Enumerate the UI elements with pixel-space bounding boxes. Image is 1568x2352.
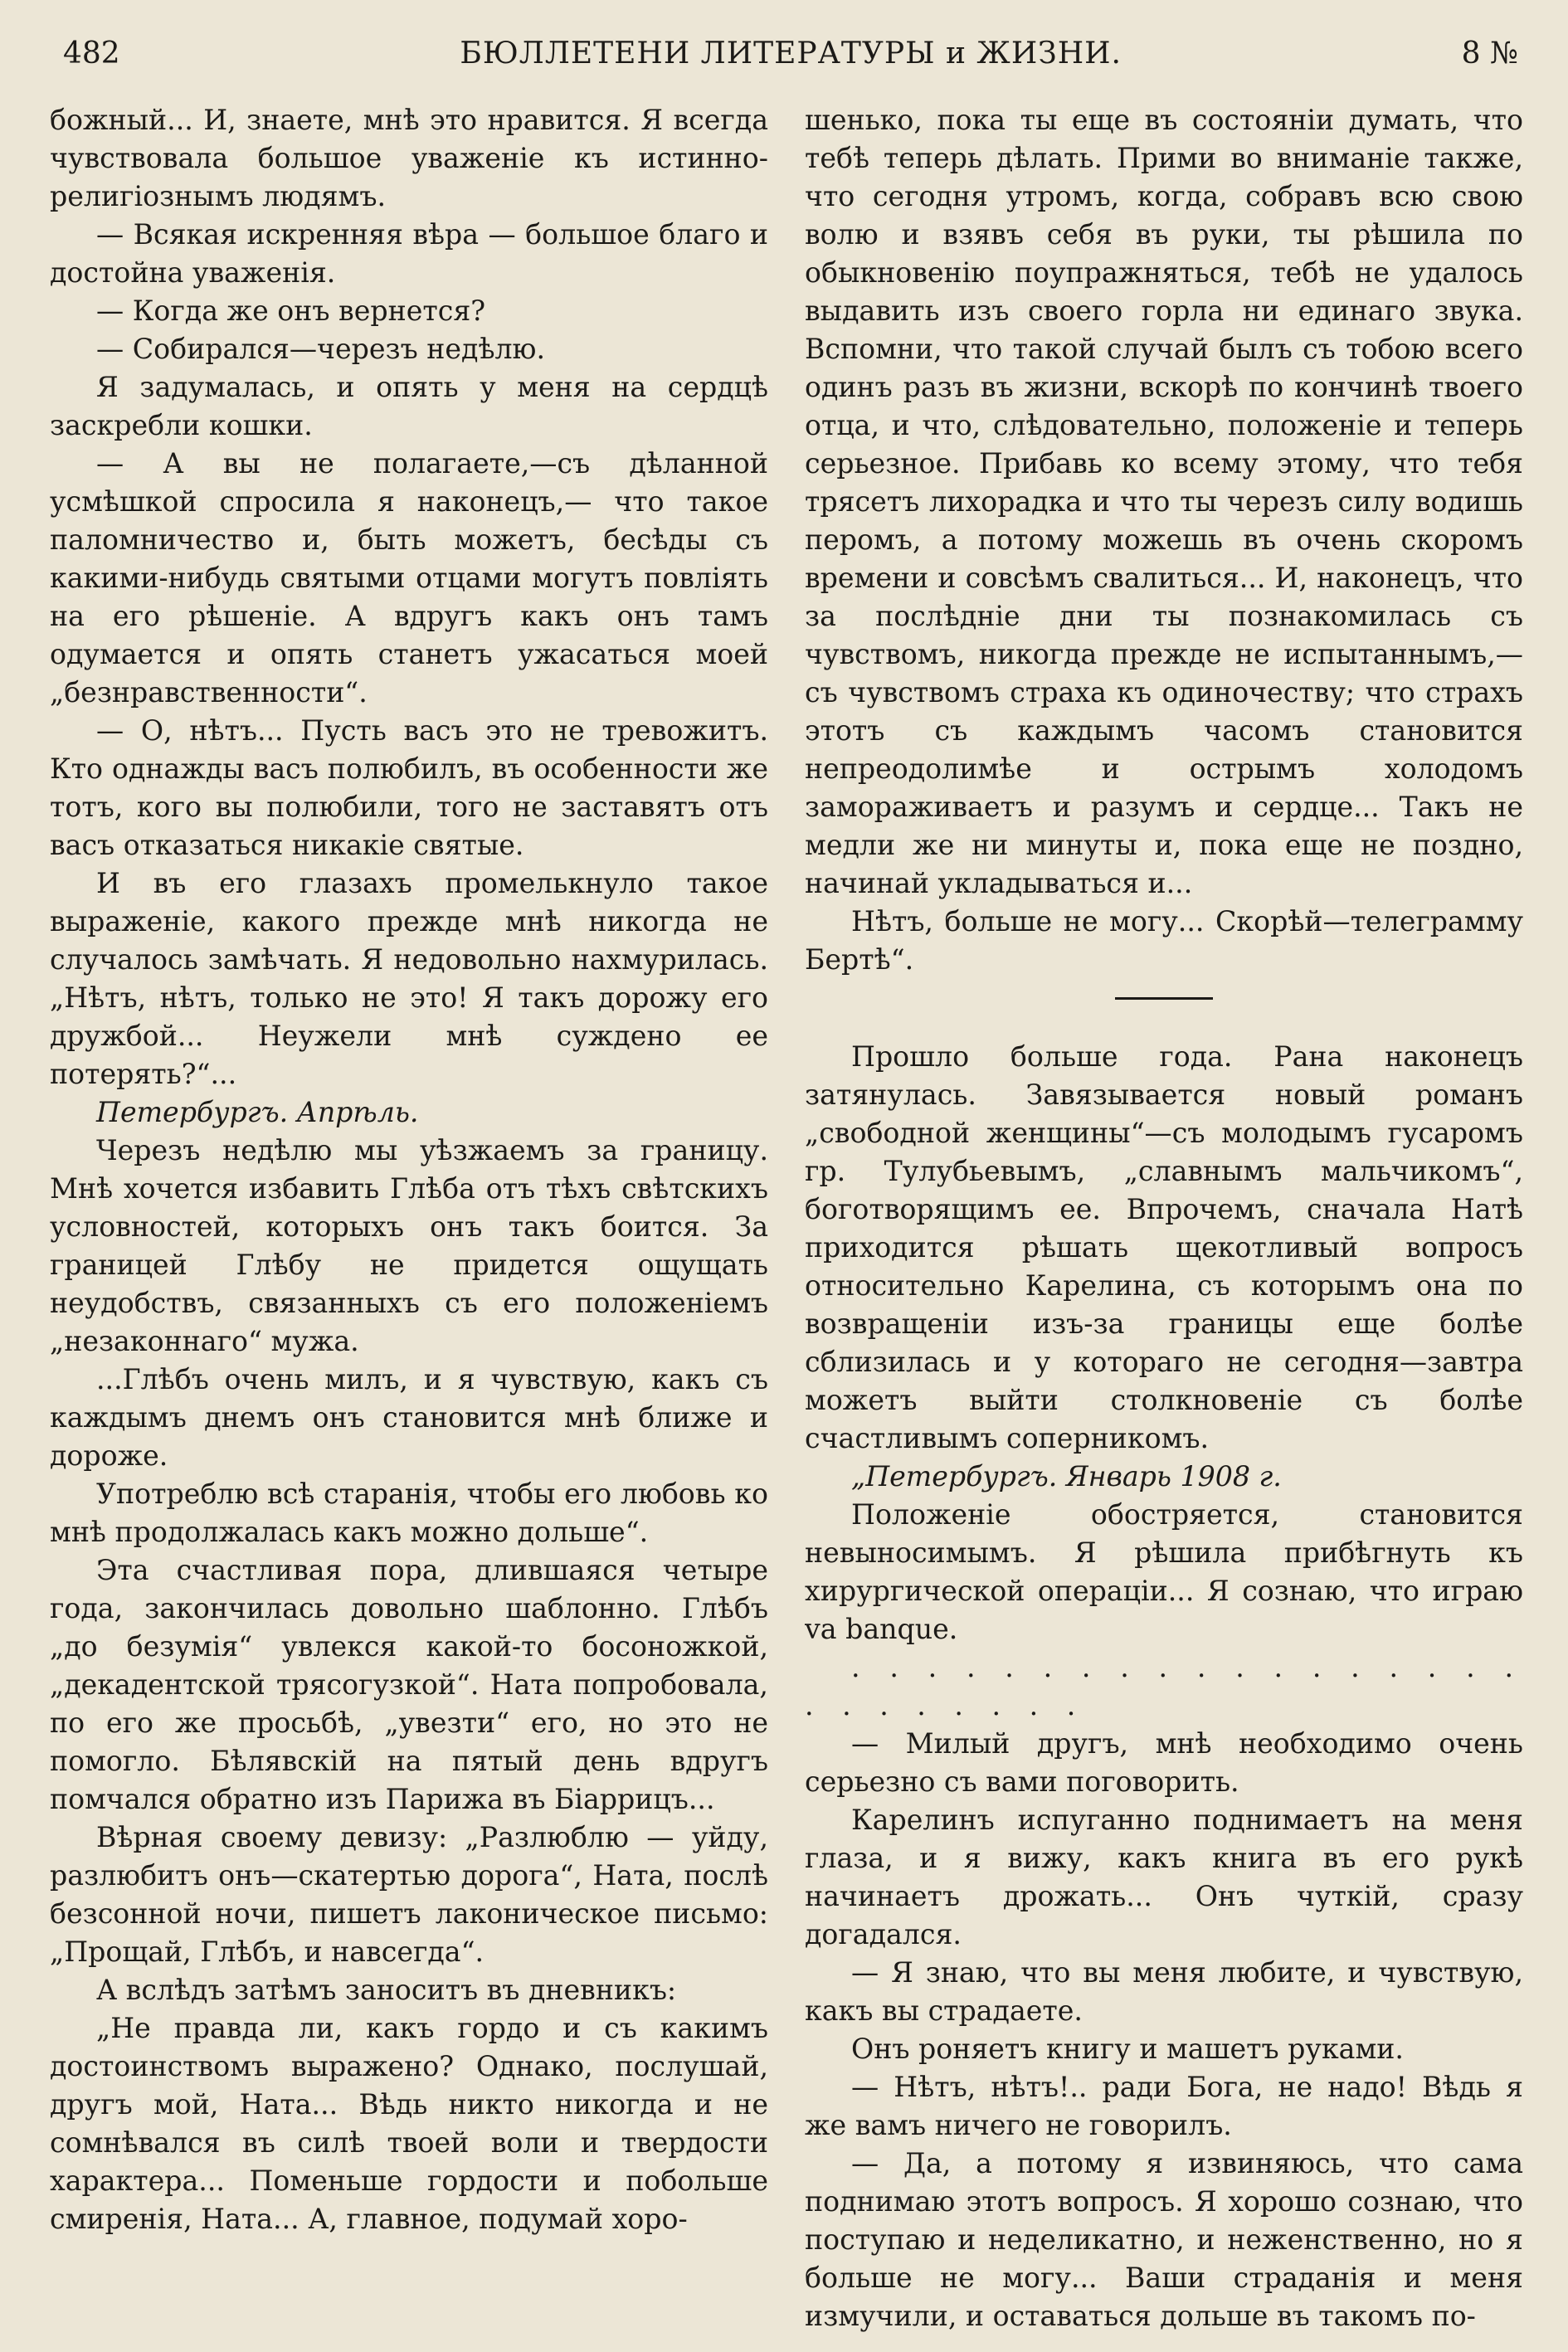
issue-number: 8 № <box>1461 36 1518 71</box>
paragraph: — Когда же онъ вернется? <box>96 295 486 327</box>
paragraph: Прошло больше года. Рана наконецъ затянулась. Завязывается новый романъ „свободной женщины“—съ молодымъ гусаромъ гр. Тулубьевымъ, „славнымъ мальчикомъ“, боготворящимъ ее. Впрочемъ, сначала Натѣ приходится рѣшать щекотливый вопросъ относительно Карелина, съ которымъ она по возвращеніи изъ-за границы еще болѣе сблизилась и у котораго не сегодня—завтра можетъ выйти столкновеніе съ болѣе счастливымъ соперникомъ. <box>805 1040 1523 1454</box>
paragraph: Я задумалась, и опять у меня на сердцѣ заскребли кошки. <box>50 371 768 441</box>
paragraph: — Собирался—черезъ недѣлю. <box>96 333 545 365</box>
paragraph: Онъ роняетъ книгу и машетъ руками. <box>851 2033 1404 2065</box>
paragraph: — Всякая искренняя вѣра — большое благо и достойна уваженія. <box>50 218 768 289</box>
journal-title: БЮЛЛЕТЕНИ ЛИТЕРАТУРЫ и ЖИЗНИ. <box>460 36 1122 71</box>
paragraph: — Милый другъ, мнѣ необходимо очень серьезно съ вами поговорить. <box>805 1727 1523 1798</box>
section-divider <box>1115 997 1213 1000</box>
paragraph: Эта счастливая пора, длившаяся четыре года, закончилась довольно шаблонно. Глѣбъ „до безумія“ увлекся какой-то босоножкой, „декадентской трясогузкой“. Ната попробовала, по его же просьбѣ, „увезти“ его, но это не помогло. Бѣлявскій на пятый день вдругъ помчался обратно изъ Парижа въ Біаррицъ... <box>50 1554 768 1815</box>
paragraph: А вслѣдъ затѣмъ заноситъ въ дневникъ: <box>96 1974 677 2006</box>
ellipsis-row: . . . . . . . . . . . . . . . . . . . . . . . . . . <box>805 1651 1523 1721</box>
paragraph: Нѣтъ, больше не могу... Скорѣй—телеграмму Бертѣ“. <box>805 905 1523 976</box>
paragraph: Черезъ недѣлю мы уѣзжаемъ за границу. Мнѣ хочется избавить Глѣба отъ тѣхъ свѣтскихъ условностей, которыхъ онъ такъ боится. За границей Глѣбу не придется ощущать неудобствъ, связанныхъ съ его положеніемъ „незаконнаго“ мужа. <box>50 1134 768 1357</box>
dateline-heading: „Петербургъ. Январь 1908 г. <box>851 1460 1282 1493</box>
paragraph: Употреблю всѣ старанія, чтобы его любовь ко мнѣ продолжалась какъ можно дольше“. <box>50 1478 768 1548</box>
paragraph: Вѣрная своему девизу: „Разлюблю — уйду, разлюбитъ онъ—скатертью дорога“, Ната, послѣ безсонной ночи, пишетъ лаконическое письмо: „Прощай, Глѣбъ, и навсегда“. <box>50 1821 768 1968</box>
page-number: 482 <box>63 36 120 71</box>
paragraph: Положеніе обостряется, становится невыносимымъ. Я рѣшила прибѣгнуть къ хирургической операціи... Я сознаю, что играю va banque. <box>805 1498 1523 1645</box>
paragraph: „Не правда ли, какъ гордо и съ какимъ достоинствомъ выражено? Однако, послушай, другъ мой, Ната... Вѣдь никто никогда и не сомнѣвался въ силѣ твоей воли и твердости характера... Поменьше гордости и побольше смиренія, Ната... А, главное, подумай хоро- <box>50 2012 768 2235</box>
paragraph: И въ его глазахъ промелькнуло такое выраженіе, какого прежде мнѣ никогда не случалось замѣчать. Я недовольно нахмурилась. „Нѣтъ, нѣтъ, только не это! Я такъ дорожу его дружбой... Неужели мнѣ суждено ее потерять?“... <box>50 867 768 1090</box>
paragraph: — О, нѣтъ... Пусть васъ это не тревожитъ. Кто однажды васъ полюбилъ, въ особенности же тотъ, кого вы полюбили, того не заставятъ отъ васъ отказаться никакіе святые. <box>50 714 768 861</box>
running-header <box>63 28 1518 78</box>
dateline-heading: Петербургъ. Апрѣль. <box>96 1096 419 1128</box>
paragraph: — А вы не полагаете,—съ дѣланной усмѣшкой спросила я наконецъ,— что такое паломничество и, быть можетъ, бесѣды съ какими-нибудь святыми отцами могутъ повліять на его рѣшеніе. А вдругъ какъ онъ тамъ одумается и опять станетъ ужасаться моей „безнравственности“. <box>50 447 768 709</box>
right-text-column <box>805 101 1523 2333</box>
paragraph: шенько, пока ты еще въ состояніи думать, что тебѣ теперь дѣлать. Прими во вниманіе также, что сегодня утромъ, когда, собравъ всю свою волю и взявъ себя въ руки, ты рѣшила по обыкновенію поупражняться, тебѣ не удалось выдавить изъ своего горла ни единаго звука. Вспомни, что такой случай былъ съ тобою всего одинъ разъ въ жизни, вскорѣ по кончинѣ твоего отца, и что, слѣдовательно, положеніе и теперь серьезное. Прибавь ко всему этому, что тебя трясетъ лихорадка и что ты черезъ силу водишь перомъ, а потому можешь въ очень скоромъ времени и совсѣмъ свалиться... И, наконецъ, что за послѣдніе дни ты познакомилась съ чувствомъ, никогда прежде не испытаннымъ,—съ чувствомъ страха къ одиночеству; что страхъ этотъ съ каждымъ часомъ становится непреодолимѣе и острымъ холодомъ замораживаетъ и разумъ и сердце... Такъ не медли же ни минуты и, пока еще не поздно, начинай укладываться и... <box>805 104 1523 899</box>
left-text-column <box>50 101 768 2333</box>
paragraph: ...Глѣбъ очень милъ, и я чувствую, какъ съ каждымъ днемъ онъ становится мнѣ ближе и дороже. <box>50 1363 768 1472</box>
paragraph: — Нѣтъ, нѣтъ!.. ради Бога, не надо! Вѣдь я же вамъ ничего не говорилъ. <box>805 2071 1523 2141</box>
paragraph: — Я знаю, что вы меня любите, и чувствую, какъ вы страдаете. <box>805 1956 1523 2027</box>
paragraph: божный... И, знаете, мнѣ это нравится. Я всегда чувствовала большое уваженіе къ истинно-религіознымъ людямъ. <box>50 104 768 212</box>
paragraph: — Да, а потому я извиняюсь, что сама поднимаю этотъ вопросъ. Я хорошо сознаю, что поступаю и неделикатно, и неженственно, но я больше не могу... Ваши страданія и меня измучили, и оставаться дольше въ такомъ по- <box>805 2147 1523 2332</box>
paragraph: Карелинъ испуганно поднимаетъ на меня глаза, и я вижу, какъ книга въ его рукѣ начинаетъ дрожать... Онъ чуткій, сразу догадался. <box>805 1804 1523 1950</box>
